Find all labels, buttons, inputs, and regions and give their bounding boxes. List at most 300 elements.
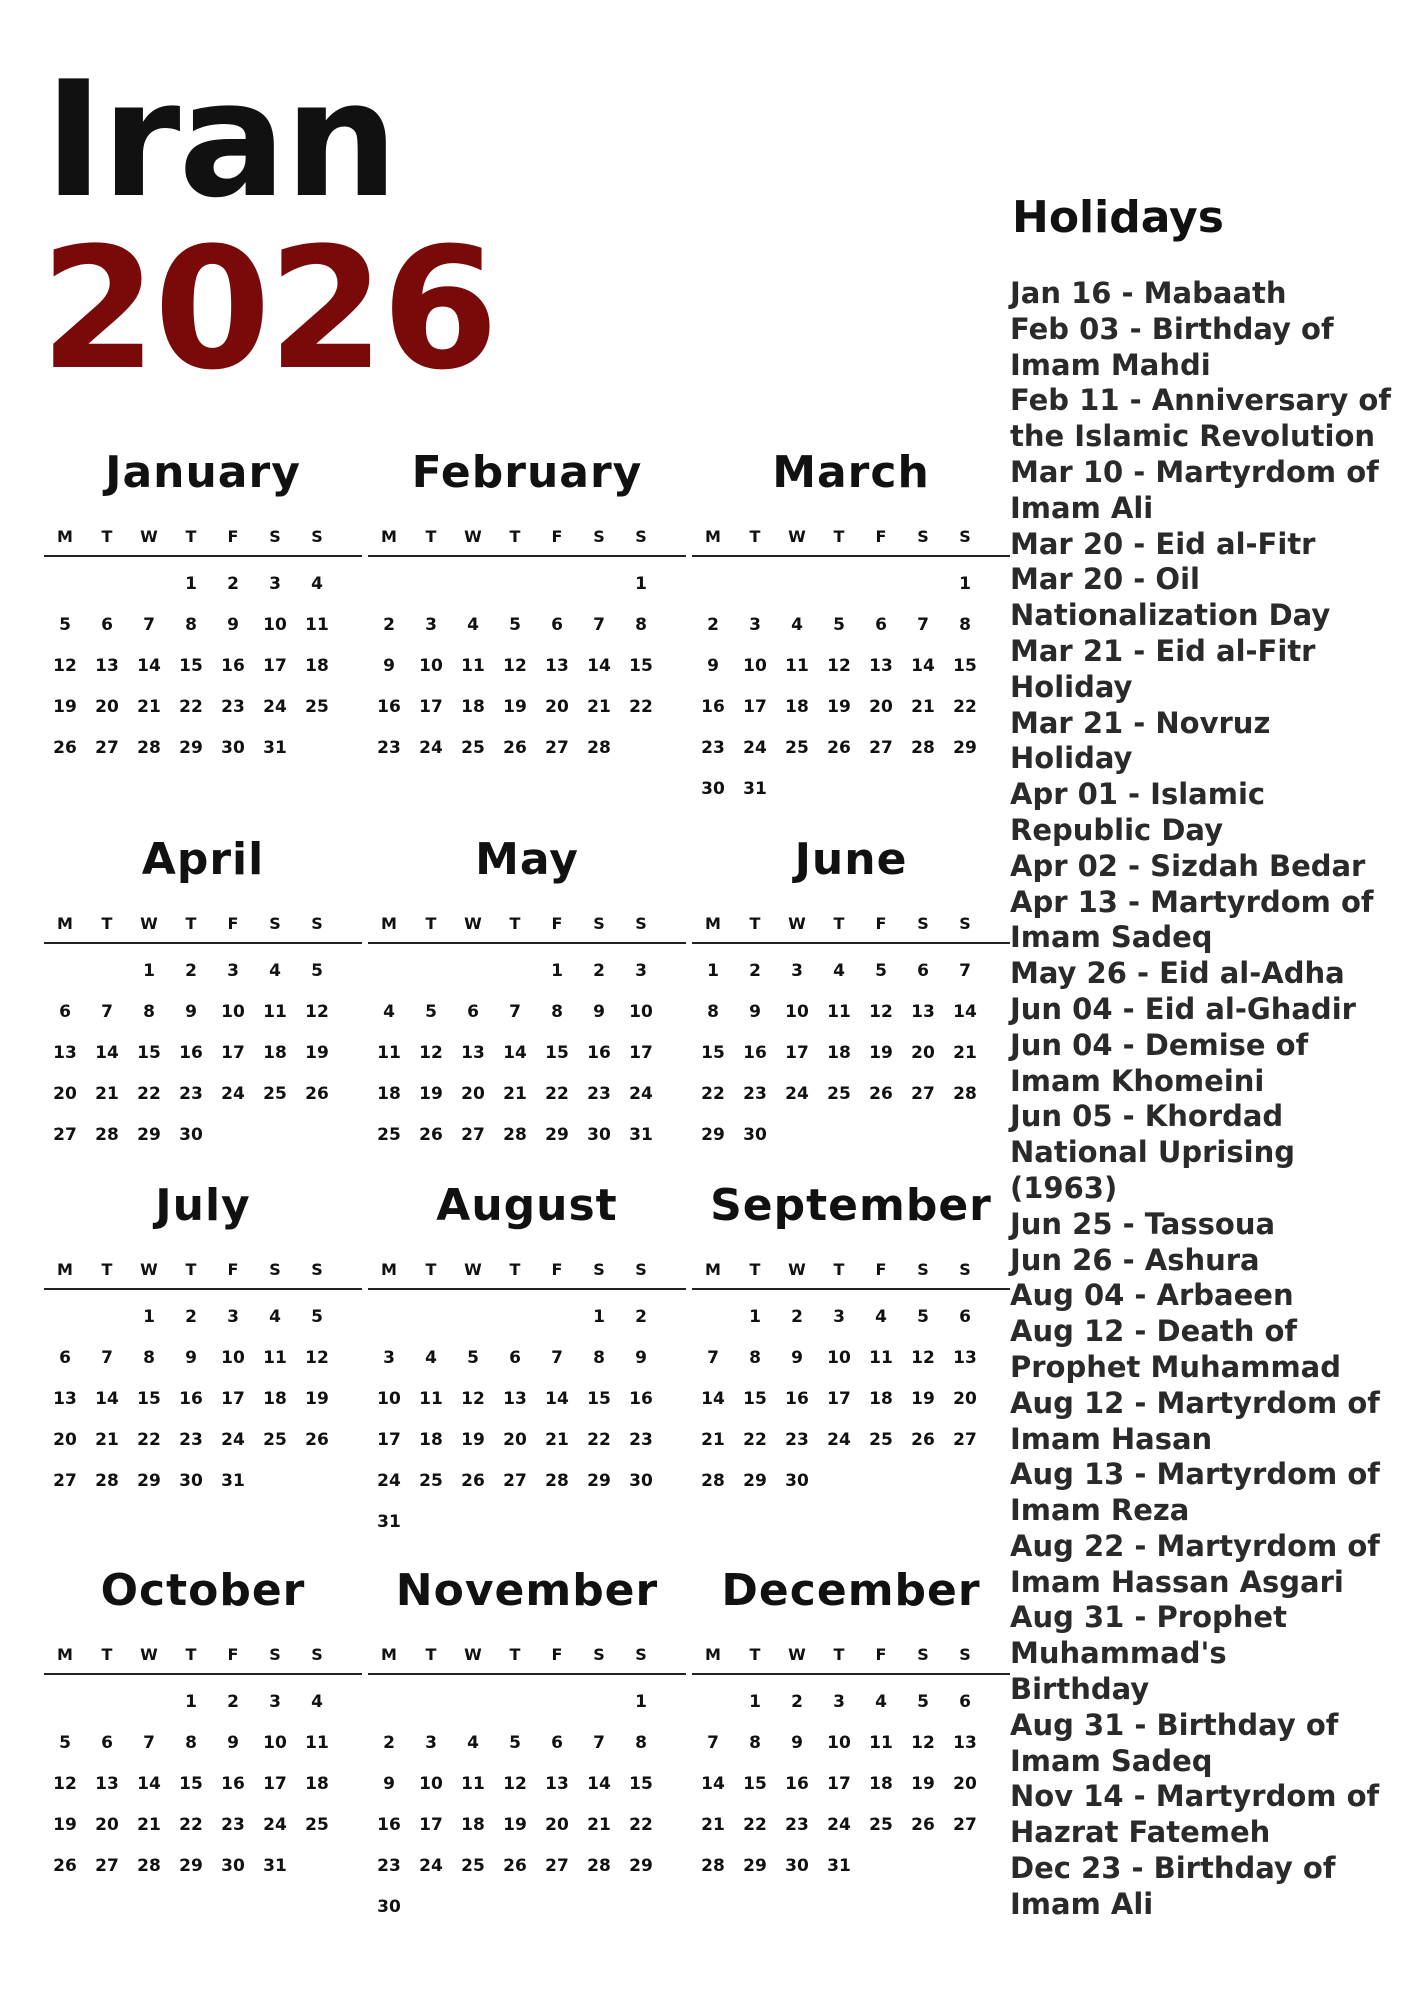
- day-cell: 10: [785, 1001, 809, 1022]
- day-cell: 26: [305, 1083, 329, 1104]
- weekday-label: T: [749, 1260, 761, 1279]
- weekday-label: S: [311, 1260, 323, 1279]
- day-cell: 27: [503, 1470, 527, 1491]
- day-cell: 19: [461, 1429, 485, 1450]
- day-cell: 11: [419, 1388, 443, 1409]
- holiday-line: Hazrat Fatemeh: [1010, 1815, 1271, 1850]
- holiday-line: Jun 04 - Demise of: [1010, 1027, 1309, 1062]
- day-cell: 20: [53, 1083, 77, 1104]
- day-cell: 13: [869, 655, 893, 676]
- day-cell: 14: [953, 1001, 977, 1022]
- weekday-label: T: [425, 1260, 437, 1279]
- weekday-label: T: [833, 1260, 845, 1279]
- month-august: [368, 1178, 686, 1558]
- day-cell: 30: [179, 1470, 203, 1491]
- day-cell: 21: [137, 1814, 161, 1835]
- holiday-line: Jun 25 - Tassoua: [1010, 1206, 1276, 1241]
- holiday-line: Imam Khomeini: [1010, 1063, 1265, 1098]
- day-cell: 25: [263, 1083, 287, 1104]
- day-cell: 11: [305, 1732, 329, 1753]
- day-cell: 15: [179, 1773, 203, 1794]
- holiday-line: Birthday: [1010, 1672, 1150, 1707]
- day-cell: 21: [701, 1814, 725, 1835]
- weekday-label: T: [749, 527, 761, 546]
- holiday-line: Apr 02 - Sizdah Bedar: [1010, 848, 1366, 883]
- holiday-line: Mar 20 - Oil: [1010, 562, 1200, 597]
- day-cell: 7: [593, 1732, 605, 1753]
- day-cell: 18: [419, 1429, 443, 1450]
- weekday-label: W: [788, 914, 806, 933]
- day-cell: 18: [461, 696, 485, 717]
- day-cell: 24: [221, 1429, 245, 1450]
- weekday-label: F: [875, 527, 887, 546]
- day-cell: 24: [743, 737, 767, 758]
- weekday-label: F: [551, 1645, 563, 1664]
- weekday-label: M: [57, 527, 73, 546]
- day-cell: 30: [785, 1855, 809, 1876]
- holiday-line: Imam Hassan Asgari: [1010, 1564, 1344, 1599]
- day-cell: 21: [953, 1042, 977, 1063]
- day-cell: 19: [827, 696, 851, 717]
- holiday-line: Nov 14 - Martyrdom of: [1010, 1779, 1380, 1814]
- weekday-label: T: [101, 914, 113, 933]
- day-cell: 14: [545, 1388, 569, 1409]
- day-cell: 29: [629, 1855, 653, 1876]
- day-cell: 21: [137, 696, 161, 717]
- day-cell: 17: [827, 1388, 851, 1409]
- holiday-line: Aug 22 - Martyrdom of: [1010, 1528, 1380, 1563]
- weekday-header: [368, 914, 686, 944]
- day-cell: 23: [377, 737, 401, 758]
- day-cell: 1: [749, 1691, 761, 1712]
- day-cell: 3: [269, 573, 281, 594]
- holiday-line: Dec 23 - Birthday of: [1010, 1851, 1336, 1886]
- day-cell: 5: [311, 960, 323, 981]
- day-cell: 22: [137, 1429, 161, 1450]
- weekday-label: T: [101, 1645, 113, 1664]
- day-cell: 11: [461, 655, 485, 676]
- day-cell: 8: [959, 614, 971, 635]
- month-name: June: [794, 834, 908, 885]
- day-cell: 26: [461, 1470, 485, 1491]
- day-cell: 9: [635, 1347, 647, 1368]
- day-cell: 2: [791, 1691, 803, 1712]
- day-cell: 27: [545, 1855, 569, 1876]
- day-cell: 31: [827, 1855, 851, 1876]
- day-cell: 16: [743, 1042, 767, 1063]
- weekday-header: [692, 914, 1010, 944]
- day-cell: 18: [785, 696, 809, 717]
- weekday-label: T: [185, 527, 197, 546]
- day-cell: 10: [377, 1388, 401, 1409]
- day-cell: 13: [953, 1347, 977, 1368]
- weekday-label: S: [593, 527, 605, 546]
- holiday-line: (1963): [1010, 1170, 1118, 1205]
- weekday-label: S: [311, 914, 323, 933]
- day-cell: 2: [227, 1691, 239, 1712]
- month-name: April: [141, 834, 265, 885]
- weekday-label: S: [269, 914, 281, 933]
- month-name: November: [395, 1565, 659, 1616]
- day-cell: 6: [59, 1347, 71, 1368]
- day-cell: 10: [827, 1347, 851, 1368]
- day-cell: 5: [509, 1732, 521, 1753]
- day-cell: 30: [221, 1855, 245, 1876]
- day-cell: 10: [743, 655, 767, 676]
- day-grid: [692, 1675, 1010, 1886]
- day-cell: 3: [425, 614, 437, 635]
- day-cell: 12: [305, 1001, 329, 1022]
- month-name: May: [475, 834, 579, 885]
- day-cell: 3: [833, 1691, 845, 1712]
- day-cell: 1: [707, 960, 719, 981]
- day-cell: 14: [701, 1388, 725, 1409]
- day-cell: 30: [221, 737, 245, 758]
- weekday-label: S: [311, 527, 323, 546]
- day-cell: 19: [53, 1814, 77, 1835]
- holiday-line: Imam Ali: [1010, 1886, 1154, 1921]
- day-cell: 29: [179, 737, 203, 758]
- day-cell: 27: [953, 1814, 977, 1835]
- day-cell: 23: [221, 696, 245, 717]
- day-cell: 31: [263, 737, 287, 758]
- day-cell: 18: [263, 1042, 287, 1063]
- day-cell: 16: [221, 1773, 245, 1794]
- month-february: [368, 445, 686, 825]
- day-cell: 25: [869, 1814, 893, 1835]
- day-cell: 10: [419, 655, 443, 676]
- day-cell: 9: [383, 655, 395, 676]
- day-cell: 18: [305, 1773, 329, 1794]
- weekday-header: [368, 1645, 686, 1675]
- day-cell: 19: [305, 1388, 329, 1409]
- day-cell: 5: [917, 1306, 929, 1327]
- day-cell: 13: [95, 655, 119, 676]
- weekday-label: S: [959, 1260, 971, 1279]
- day-cell: 4: [383, 1001, 395, 1022]
- holiday-line: Nationalization Day: [1010, 598, 1331, 633]
- weekday-label: S: [635, 914, 647, 933]
- year-title: 2026: [40, 211, 496, 407]
- day-cell: 13: [95, 1773, 119, 1794]
- month-october: [44, 1563, 362, 1943]
- weekday-label: F: [227, 1260, 239, 1279]
- day-cell: 1: [635, 1691, 647, 1712]
- day-cell: 3: [635, 960, 647, 981]
- weekday-label: F: [227, 914, 239, 933]
- day-cell: 12: [869, 1001, 893, 1022]
- day-cell: 6: [509, 1347, 521, 1368]
- weekday-label: F: [551, 914, 563, 933]
- month-january: [44, 445, 362, 825]
- day-cell: 5: [59, 614, 71, 635]
- day-cell: 16: [629, 1388, 653, 1409]
- holiday-line: Imam Mahdi: [1010, 347, 1211, 382]
- day-cell: 2: [383, 1732, 395, 1753]
- day-cell: 7: [143, 1732, 155, 1753]
- day-grid: [368, 557, 686, 768]
- weekday-label: T: [509, 1260, 521, 1279]
- day-cell: 21: [587, 696, 611, 717]
- day-cell: 16: [179, 1388, 203, 1409]
- weekday-label: T: [749, 914, 761, 933]
- day-cell: 1: [185, 1691, 197, 1712]
- day-cell: 14: [701, 1773, 725, 1794]
- day-cell: 14: [137, 1773, 161, 1794]
- day-cell: 2: [791, 1306, 803, 1327]
- day-cell: 23: [629, 1429, 653, 1450]
- day-cell: 16: [221, 655, 245, 676]
- weekday-label: W: [464, 527, 482, 546]
- day-cell: 11: [263, 1001, 287, 1022]
- day-cell: 27: [953, 1429, 977, 1450]
- weekday-label: W: [140, 1260, 158, 1279]
- day-cell: 19: [305, 1042, 329, 1063]
- day-cell: 14: [95, 1042, 119, 1063]
- holiday-line: Feb 03 - Birthday of: [1010, 311, 1334, 346]
- day-cell: 28: [587, 737, 611, 758]
- weekday-label: T: [101, 1260, 113, 1279]
- day-cell: 8: [143, 1347, 155, 1368]
- day-cell: 11: [869, 1347, 893, 1368]
- day-cell: 8: [551, 1001, 563, 1022]
- day-cell: 8: [593, 1347, 605, 1368]
- day-cell: 14: [95, 1388, 119, 1409]
- holiday-line: Aug 31 - Birthday of: [1010, 1707, 1339, 1742]
- day-cell: 22: [743, 1429, 767, 1450]
- day-cell: 5: [509, 614, 521, 635]
- day-cell: 27: [95, 1855, 119, 1876]
- weekday-label: T: [425, 1645, 437, 1664]
- day-cell: 23: [743, 1083, 767, 1104]
- day-cell: 16: [587, 1042, 611, 1063]
- day-cell: 2: [185, 1306, 197, 1327]
- day-cell: 17: [419, 1814, 443, 1835]
- day-cell: 5: [917, 1691, 929, 1712]
- day-cell: 29: [179, 1855, 203, 1876]
- day-cell: 20: [95, 1814, 119, 1835]
- day-cell: 21: [95, 1083, 119, 1104]
- weekday-label: M: [57, 1260, 73, 1279]
- day-cell: 2: [383, 614, 395, 635]
- day-cell: 19: [503, 1814, 527, 1835]
- weekday-label: S: [269, 1645, 281, 1664]
- day-cell: 27: [545, 737, 569, 758]
- day-cell: 17: [221, 1042, 245, 1063]
- weekday-label: W: [464, 1645, 482, 1664]
- holiday-line: Prophet Muhammad: [1010, 1349, 1341, 1384]
- day-cell: 12: [419, 1042, 443, 1063]
- day-cell: 18: [461, 1814, 485, 1835]
- day-cell: 22: [179, 696, 203, 717]
- day-cell: 25: [827, 1083, 851, 1104]
- day-cell: 6: [551, 1732, 563, 1753]
- weekday-label: W: [788, 1260, 806, 1279]
- day-cell: 11: [869, 1732, 893, 1753]
- day-cell: 10: [221, 1001, 245, 1022]
- month-april: [44, 832, 362, 1212]
- day-cell: 29: [137, 1470, 161, 1491]
- day-cell: 4: [311, 573, 323, 594]
- month-name: October: [100, 1565, 306, 1616]
- day-cell: 26: [419, 1124, 443, 1145]
- day-cell: 4: [875, 1691, 887, 1712]
- day-cell: 21: [503, 1083, 527, 1104]
- day-cell: 23: [785, 1429, 809, 1450]
- day-cell: 2: [707, 614, 719, 635]
- weekday-header: [44, 527, 362, 557]
- day-cell: 24: [785, 1083, 809, 1104]
- day-cell: 10: [419, 1773, 443, 1794]
- day-cell: 7: [917, 614, 929, 635]
- day-cell: 8: [185, 614, 197, 635]
- day-cell: 4: [791, 614, 803, 635]
- day-cell: 12: [53, 655, 77, 676]
- weekday-label: F: [551, 1260, 563, 1279]
- day-cell: 3: [269, 1691, 281, 1712]
- day-cell: 30: [587, 1124, 611, 1145]
- holiday-line: Aug 13 - Martyrdom of: [1010, 1457, 1380, 1492]
- day-cell: 18: [305, 655, 329, 676]
- day-cell: 8: [635, 1732, 647, 1753]
- day-cell: 5: [425, 1001, 437, 1022]
- holiday-line: Jun 04 - Eid al-Ghadir: [1010, 991, 1356, 1026]
- day-cell: 1: [143, 1306, 155, 1327]
- holiday-line: Imam Sadeq: [1010, 920, 1213, 955]
- weekday-label: T: [101, 527, 113, 546]
- day-grid: [692, 1290, 1010, 1501]
- day-cell: 5: [311, 1306, 323, 1327]
- day-cell: 16: [785, 1388, 809, 1409]
- weekday-label: S: [635, 1645, 647, 1664]
- day-cell: 27: [53, 1470, 77, 1491]
- day-cell: 3: [425, 1732, 437, 1753]
- day-cell: 18: [827, 1042, 851, 1063]
- day-cell: 3: [227, 960, 239, 981]
- day-cell: 23: [587, 1083, 611, 1104]
- holiday-line: Aug 31 - Prophet: [1010, 1600, 1287, 1635]
- holiday-line: Jun 26 - Ashura: [1010, 1242, 1260, 1277]
- weekday-header: [368, 1260, 686, 1290]
- day-cell: 18: [869, 1773, 893, 1794]
- day-cell: 16: [701, 696, 725, 717]
- day-cell: 30: [377, 1896, 401, 1917]
- day-cell: 29: [743, 1470, 767, 1491]
- day-cell: 31: [263, 1855, 287, 1876]
- holiday-line: Apr 01 - Islamic: [1010, 777, 1266, 812]
- month-name: March: [772, 447, 930, 498]
- day-cell: 30: [785, 1470, 809, 1491]
- day-cell: 29: [545, 1124, 569, 1145]
- day-cell: 21: [911, 696, 935, 717]
- day-cell: 15: [545, 1042, 569, 1063]
- day-grid: [44, 1675, 362, 1886]
- day-cell: 15: [179, 655, 203, 676]
- weekday-label: M: [57, 914, 73, 933]
- day-cell: 6: [101, 1732, 113, 1753]
- day-cell: 16: [377, 696, 401, 717]
- day-grid: [368, 944, 686, 1155]
- day-cell: 1: [593, 1306, 605, 1327]
- day-cell: 31: [629, 1124, 653, 1145]
- weekday-label: T: [185, 1645, 197, 1664]
- day-cell: 8: [143, 1001, 155, 1022]
- day-cell: 15: [743, 1773, 767, 1794]
- holiday-line: May 26 - Eid al-Adha: [1010, 956, 1345, 991]
- holiday-line: Mar 21 - Novruz: [1010, 705, 1271, 740]
- day-cell: 4: [311, 1691, 323, 1712]
- day-cell: 31: [377, 1511, 401, 1532]
- day-cell: 22: [701, 1083, 725, 1104]
- holiday-line: Imam Sadeq: [1010, 1743, 1213, 1778]
- day-cell: 8: [749, 1732, 761, 1753]
- day-cell: 20: [545, 696, 569, 717]
- day-cell: 29: [953, 737, 977, 758]
- holiday-line: Apr 13 - Martyrdom of: [1010, 884, 1374, 919]
- day-cell: 4: [467, 614, 479, 635]
- day-cell: 7: [101, 1001, 113, 1022]
- day-cell: 9: [749, 1001, 761, 1022]
- weekday-label: M: [57, 1645, 73, 1664]
- day-cell: 21: [587, 1814, 611, 1835]
- day-cell: 9: [707, 655, 719, 676]
- day-cell: 17: [785, 1042, 809, 1063]
- month-september: [692, 1178, 1010, 1558]
- day-cell: 5: [59, 1732, 71, 1753]
- day-cell: 9: [185, 1001, 197, 1022]
- day-cell: 6: [875, 614, 887, 635]
- day-cell: 17: [629, 1042, 653, 1063]
- day-cell: 13: [461, 1042, 485, 1063]
- day-cell: 8: [749, 1347, 761, 1368]
- day-cell: 12: [827, 655, 851, 676]
- day-cell: 15: [743, 1388, 767, 1409]
- day-cell: 19: [53, 696, 77, 717]
- day-cell: 2: [227, 573, 239, 594]
- weekday-label: S: [635, 527, 647, 546]
- day-cell: 9: [227, 1732, 239, 1753]
- day-cell: 7: [959, 960, 971, 981]
- day-cell: 29: [743, 1855, 767, 1876]
- holiday-line: Imam Reza: [1010, 1493, 1190, 1528]
- weekday-label: S: [917, 1260, 929, 1279]
- day-cell: 2: [635, 1306, 647, 1327]
- day-cell: 4: [875, 1306, 887, 1327]
- day-cell: 1: [635, 573, 647, 594]
- day-grid: [44, 557, 362, 768]
- day-cell: 24: [419, 737, 443, 758]
- day-cell: 3: [227, 1306, 239, 1327]
- weekday-label: T: [509, 527, 521, 546]
- day-cell: 15: [629, 655, 653, 676]
- day-cell: 24: [263, 1814, 287, 1835]
- day-cell: 6: [467, 1001, 479, 1022]
- weekday-label: F: [875, 1645, 887, 1664]
- day-cell: 4: [269, 1306, 281, 1327]
- day-cell: 27: [869, 737, 893, 758]
- day-cell: 19: [419, 1083, 443, 1104]
- day-cell: 21: [545, 1429, 569, 1450]
- day-cell: 25: [377, 1124, 401, 1145]
- weekday-header: [692, 1260, 1010, 1290]
- day-cell: 28: [503, 1124, 527, 1145]
- weekday-label: S: [593, 1260, 605, 1279]
- day-cell: 22: [629, 1814, 653, 1835]
- day-cell: 10: [629, 1001, 653, 1022]
- weekday-label: S: [917, 914, 929, 933]
- day-cell: 20: [503, 1429, 527, 1450]
- day-cell: 28: [587, 1855, 611, 1876]
